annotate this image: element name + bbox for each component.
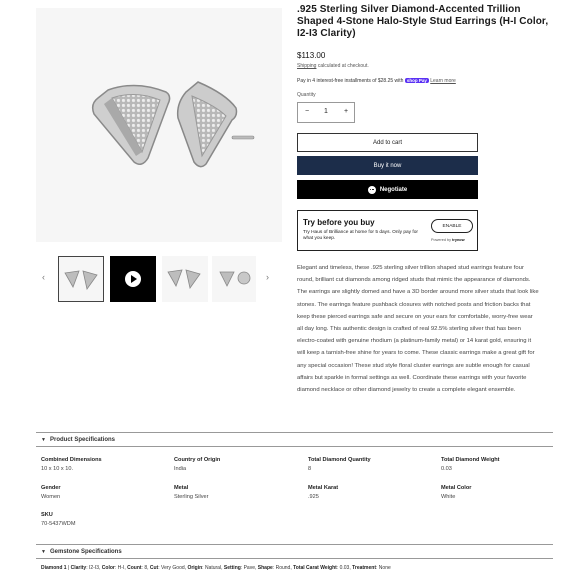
- gem-field-value: I2-I3: [89, 565, 100, 571]
- gemstone-row: Diamond 1 | Clarity: I2-I3, Color: H-I, Count: 8, Cut: Very Good, Origin: Natural, Setting: Pave, Shape: Round, Total Carat Weight: 0.03, Treatment: None: [41, 565, 391, 571]
- try-subtitle: Try Haus of Brilliance at home for 5 days. Only pay for what you keep.: [303, 230, 418, 241]
- gem-field-key: Total Carat Weight: [293, 565, 337, 571]
- installments-text: Pay in 4 interest-free installments of $28.25 with: [297, 78, 404, 84]
- shop-pay-badge: shop Pay: [406, 78, 427, 84]
- spec-item: [441, 457, 500, 472]
- spec-item: [174, 457, 220, 472]
- spec-value: India: [174, 466, 187, 472]
- spec-value: 0.03: [441, 466, 452, 472]
- gem-field-value: Very Good: [161, 565, 185, 571]
- triangle-down-icon: ▼: [41, 549, 46, 555]
- thumbnail-video[interactable]: [110, 256, 156, 302]
- thumb-next-icon[interactable]: ›: [266, 272, 269, 282]
- powered-by: [431, 238, 465, 242]
- spec-value: .925: [308, 494, 319, 500]
- section-label: Product Specifications: [50, 437, 116, 443]
- product-specifications-toggle[interactable]: [36, 432, 553, 447]
- spec-item: [41, 457, 102, 472]
- earrings-image: [36, 8, 282, 242]
- gem-field-key: Origin: [187, 565, 203, 571]
- negotiate-icon: [368, 186, 376, 194]
- product-price: $113.00: [297, 51, 326, 60]
- try-before-you-buy-box: [297, 210, 478, 251]
- installments-note: [297, 78, 456, 84]
- spec-item: [174, 485, 209, 500]
- spec-label: Combined Dimensions: [41, 457, 102, 463]
- spec-label: Metal Color: [441, 485, 472, 491]
- gem-field-key: Color: [101, 565, 115, 571]
- thumbnail-1[interactable]: [58, 256, 104, 302]
- separator: |: [67, 565, 71, 571]
- quantity-plus-button[interactable]: +: [344, 108, 349, 115]
- spec-label: Gender: [41, 485, 61, 491]
- gem-field-key: Shape: [257, 565, 273, 571]
- spec-value: 70-5437WDM: [41, 521, 76, 527]
- spec-label: Metal: [174, 485, 189, 491]
- gem-field-key: Cut: [149, 565, 159, 571]
- spec-label: Total Diamond Weight: [441, 457, 500, 463]
- product-info: [297, 4, 557, 242]
- gemstone-name: Diamond 1: [41, 565, 67, 571]
- gem-field-value: None: [378, 565, 391, 571]
- spec-label: Country of Origin: [174, 457, 221, 463]
- quantity-label: Quantity: [297, 92, 316, 98]
- shipping-note: [297, 63, 369, 69]
- gem-field-value: 8: [144, 565, 148, 571]
- triangle-down-icon: ▼: [41, 437, 46, 443]
- spec-label: SKU: [41, 512, 53, 518]
- main-product-image[interactable]: [36, 8, 282, 242]
- spec-value: 8: [308, 466, 312, 472]
- spec-label: Total Diamond Quantity: [308, 457, 371, 463]
- gem-field-key: Count: [127, 565, 142, 571]
- thumb-prev-icon[interactable]: ‹: [42, 272, 45, 282]
- spec-value: Sterling Silver: [174, 494, 209, 500]
- trynow-logo: trynow: [452, 238, 465, 242]
- gem-field-key: Treatment: [352, 565, 377, 571]
- spec-value: Women: [41, 494, 61, 500]
- spec-value: White: [441, 494, 456, 500]
- gemstone-specifications-toggle[interactable]: [36, 544, 553, 559]
- negotiate-button[interactable]: [297, 180, 478, 199]
- quantity-input[interactable]: 1: [324, 108, 328, 115]
- spec-label: Metal Karat: [308, 485, 339, 491]
- gem-field-key: Setting: [223, 565, 241, 571]
- quantity-minus-button[interactable]: −: [305, 108, 310, 115]
- powered-by-text: Powered by: [431, 238, 452, 242]
- gem-field-value: Round: [275, 565, 291, 571]
- product-description: Elegant and timeless, these .925 sterling silver trillion shaped stud earrings feature four round, brilliant cut diamonds among ridged studs that mimic the appearance of diamonds. The earrings are slightly domed and have a 3D border around more silver studs that look like stones. The earrings feature pushback closures with notched posts and friction backs that keep these pierced earrings safe and secure on your ears for comfortable, worry-free wear all day long. This authentic design is crafted of real 92.5% sterling silver that has been electro-coated with genuine rhodium (a platinum-family metal) or 14 karat gold, ensuring it will keep a tarnish-free shine for years to come. These classic earrings make a great gift for any special occasion! These stud style floral cluster earrings are subtle enough for casual affairs but sparkle in formal settings as well. Coordinate these earrings with your favorite diamond necklace or other diamond jewelry to create a complete elegant ensemble.: [297, 265, 539, 394]
- product-title: .925 Sterling Silver Diamond-Accented Trillion Shaped 4-Stone Halo-Style Stud Earrings (H-I Color, I2-I3 Clarity): [297, 4, 549, 39]
- spec-value: 10 x 10 x 10.: [41, 466, 74, 472]
- section-label: Gemstone Specifications: [50, 549, 122, 555]
- thumbnail-strip: [36, 256, 282, 302]
- thumb-earrings-icon: [212, 256, 256, 302]
- spec-item: [308, 457, 371, 472]
- try-title: Try before you buy: [303, 218, 375, 227]
- spec-item: [441, 485, 471, 500]
- gem-field-value: H-I: [117, 565, 125, 571]
- gem-field-value: Pave: [243, 565, 255, 571]
- add-to-cart-button[interactable]: Add to cart: [297, 133, 478, 152]
- spec-item: [41, 485, 61, 500]
- thumb-earrings-icon: [59, 257, 103, 301]
- thumb-earrings-icon: [162, 256, 208, 302]
- gem-field-key: Clarity: [70, 565, 87, 571]
- gem-field-value: 0.03: [339, 565, 350, 571]
- negotiate-label: Negotiate: [379, 186, 408, 193]
- gem-field-value: Natural: [204, 565, 222, 571]
- buy-now-button[interactable]: Buy it now: [297, 156, 478, 175]
- shipping-rest: calculated at checkout.: [316, 63, 369, 69]
- thumbnail-4[interactable]: [212, 256, 256, 302]
- shipping-link[interactable]: Shipping: [297, 63, 317, 69]
- thumbnail-3[interactable]: [162, 256, 208, 302]
- play-icon: [125, 271, 141, 287]
- enable-button[interactable]: ENABLE: [431, 219, 473, 233]
- spec-item: [308, 485, 338, 500]
- learn-more-link[interactable]: Learn more: [430, 78, 456, 84]
- quantity-stepper: [297, 102, 355, 123]
- spec-item: [41, 512, 76, 527]
